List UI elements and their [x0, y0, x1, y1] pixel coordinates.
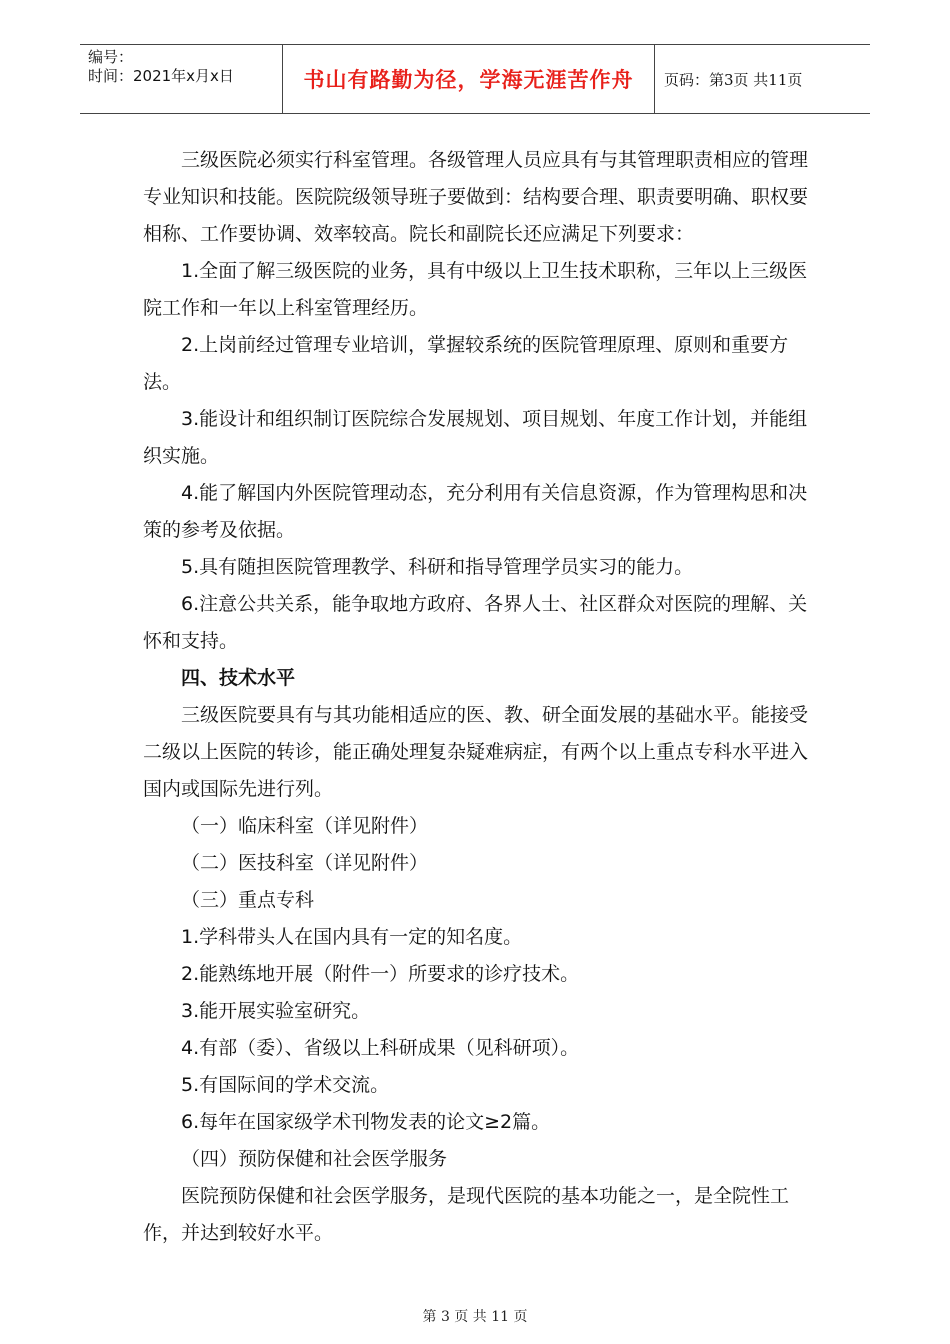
page-footer: 第 3 页 共 11 页 — [422, 1309, 528, 1325]
document-body — [143, 142, 823, 1252]
body-paragraph: 5.有国际间的学术交流。 — [181, 1074, 390, 1096]
body-paragraph: 1.全面了解三级医院的业务，具有中级以上卫生技术职称，三年以上三级医院工作和一年以上科室管理经历。 — [143, 260, 808, 319]
header-meta — [88, 48, 234, 86]
body-paragraph: 1.学科带头人在国内具有一定的知名度。 — [181, 926, 523, 948]
body-paragraph: （三）重点专科 — [181, 889, 315, 911]
header-page-info: 页码：第3页 共11页 — [664, 70, 803, 89]
header-divider — [654, 44, 655, 114]
document-number-label: 编号： — [88, 48, 134, 66]
header-motto: 书山有路勤为径，学海无涯苦作舟 — [303, 68, 634, 92]
body-paragraph: 2.能熟练地开展（附件一）所要求的诊疗技术。 — [181, 963, 580, 985]
section-heading: 四、技术水平 — [181, 667, 296, 689]
body-paragraph: 6.每年在国家级学术刊物发表的论文≥2篇。 — [181, 1111, 551, 1133]
body-paragraph: （二）医技科室（详见附件） — [181, 852, 429, 874]
body-paragraph: （四）预防保健和社会医学服务 — [181, 1148, 448, 1170]
body-paragraph: 3.能开展实验室研究。 — [181, 1000, 371, 1022]
body-paragraph: （一）临床科室（详见附件） — [181, 815, 429, 837]
document-time-label: 时间：2021年x月x日 — [88, 67, 234, 85]
body-paragraph: 6.注意公共关系，能争取地方政府、各界人士、社区群众对医院的理解、关怀和支持。 — [143, 593, 808, 652]
body-paragraph: 2.上岗前经过管理专业培训，掌握较系统的医院管理原理、原则和重要方法。 — [143, 334, 789, 393]
body-paragraph: 三级医院要具有与其功能相适应的医、教、研全面发展的基础水平。能接受二级以上医院的转诊，能正确处理复杂疑难病症，有两个以上重点专科水平进入国内或国际先进行列。 — [143, 704, 809, 800]
body-paragraph: 4.有部（委）、省级以上科研成果（见科研项）。 — [181, 1037, 580, 1059]
body-paragraph: 3.能设计和组织制订医院综合发展规划、项目规划、年度工作计划，并能组织实施。 — [143, 408, 808, 467]
body-paragraph: 4.能了解国内外医院管理动态，充分利用有关信息资源，作为管理构思和决策的参考及依据。 — [143, 482, 808, 541]
body-paragraph: 三级医院必须实行科室管理。各级管理人员应具有与其管理职责相应的管理专业知识和技能。医院院级领导班子要做到：结构要合理、职责要明确、职权要相称、工作要协调、效率较高。院长和副院长还应满足下列要求： — [143, 149, 809, 245]
body-paragraph: 5.具有随担医院管理教学、科研和指导管理学员实习的能力。 — [181, 556, 694, 578]
header-bottom-rule — [80, 113, 870, 114]
body-paragraph: 医院预防保健和社会医学服务，是现代医院的基本功能之一，是全院性工作，并达到较好水平。 — [143, 1185, 790, 1244]
page-header — [80, 44, 870, 114]
